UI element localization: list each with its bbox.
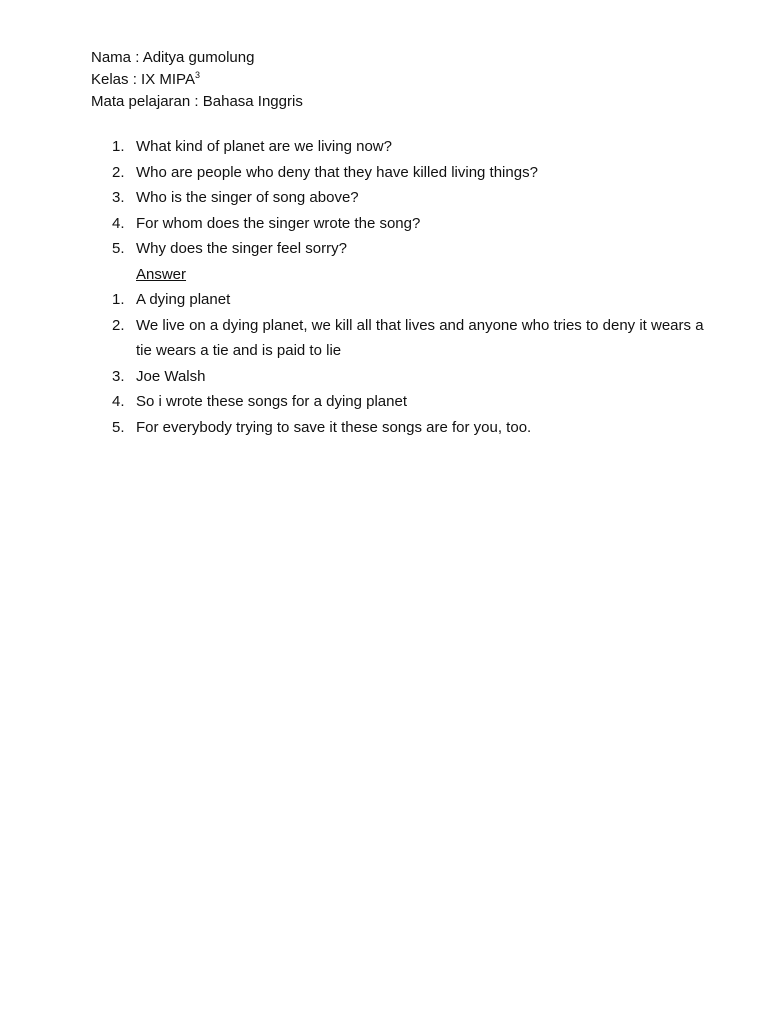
answer-number: 5.: [112, 418, 125, 436]
answer-text: So i wrote these songs for a dying planet: [136, 393, 407, 410]
qa-list: [112, 134, 712, 440]
question-number: 2.: [112, 163, 125, 181]
answer-item: [112, 313, 712, 364]
answer-number: 2.: [112, 316, 125, 334]
question-number: 5.: [112, 240, 125, 257]
nama-value: Aditya gumolung: [142, 49, 255, 66]
question-text: Who are people who deny that they have killed living things?: [136, 163, 538, 181]
kelas-superscript: 3: [194, 70, 200, 80]
nama-label: Nama: [91, 49, 132, 66]
answer-number: 1.: [112, 291, 125, 308]
mapel-label: Mata pelajaran: [91, 93, 191, 110]
question-number: 3.: [112, 189, 125, 206]
question-item: [112, 211, 712, 237]
kelas-label: Kelas: [91, 71, 129, 88]
mapel-value: Bahasa Inggris: [202, 93, 303, 110]
question-text: Who is the singer of song above?: [136, 189, 359, 206]
answer-number: 4.: [112, 393, 125, 410]
student-info-header: [91, 47, 303, 113]
answer-item: [112, 364, 712, 390]
kelas-separator: :: [132, 71, 137, 88]
kelas-value: IX MIPA: [141, 71, 195, 88]
mapel-separator: :: [194, 93, 199, 110]
answer-text: For everybody trying to save it these songs are for you, too.: [136, 418, 532, 436]
mapel-line: [91, 91, 303, 113]
question-text: What kind of planet are we living now?: [136, 138, 392, 155]
answer-heading: Answer: [136, 265, 187, 283]
question-number: 1.: [112, 138, 125, 155]
nama-separator: :: [135, 49, 140, 66]
answer-item: [112, 415, 712, 441]
answer-text: Joe Walsh: [136, 367, 206, 385]
question-item: [112, 160, 712, 186]
question-item: [112, 236, 712, 262]
answer-number: 3.: [112, 367, 125, 385]
answer-text: We live on a dying planet, we kill all that lives and anyone who tries to deny it wears a tie wears a tie and is paid to lie: [136, 316, 704, 359]
answer-item: [112, 389, 712, 415]
question-text: Why does the singer feel sorry?: [136, 240, 347, 257]
question-text: For whom does the singer wrote the song?: [136, 214, 421, 232]
question-item: [112, 134, 712, 160]
nama-line: [91, 47, 303, 69]
answer-text: A dying planet: [136, 291, 231, 308]
answer-item: [112, 287, 712, 313]
question-item: [112, 185, 712, 211]
question-number: 4.: [112, 214, 125, 232]
kelas-line: [91, 69, 303, 91]
